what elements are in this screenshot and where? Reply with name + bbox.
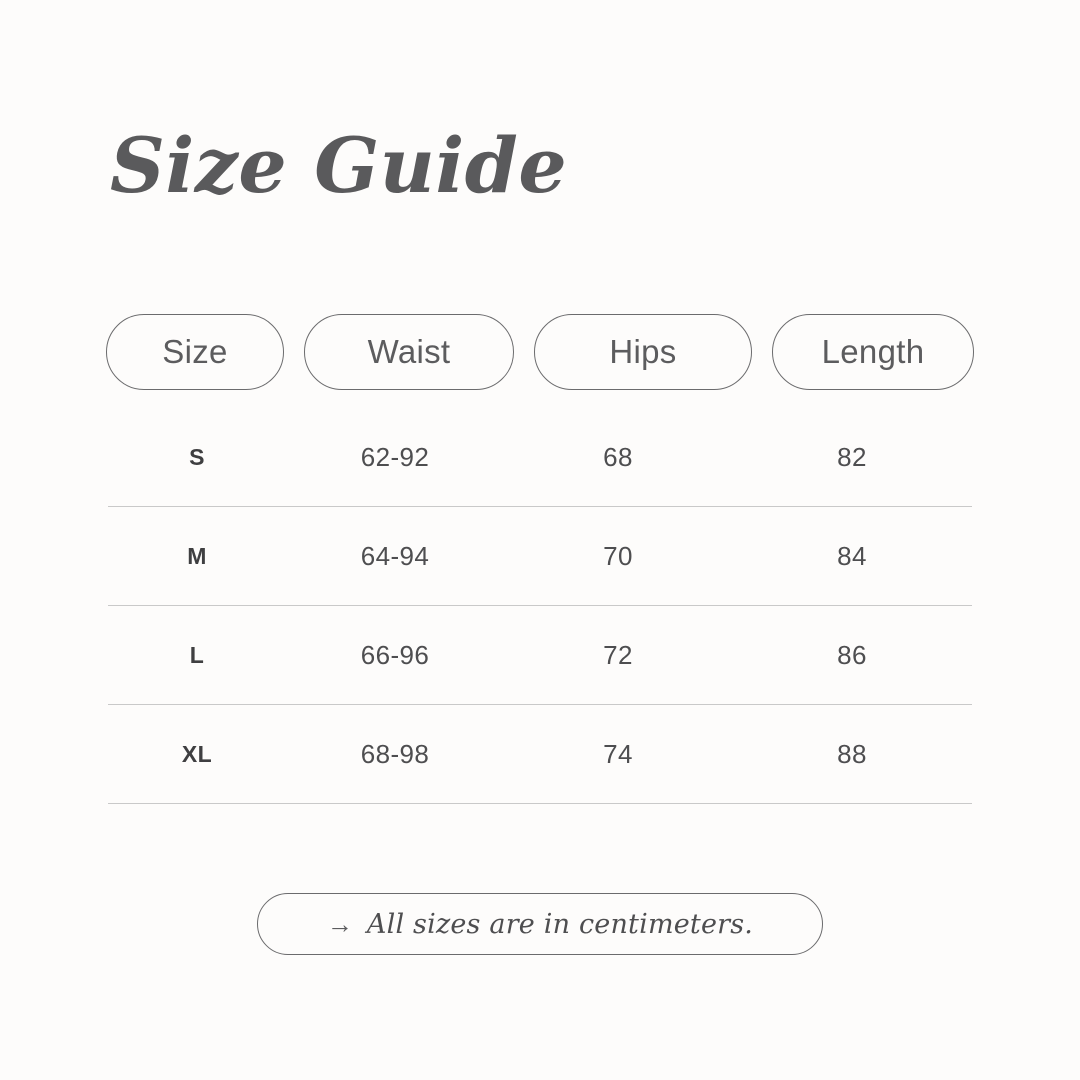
cell-waist: 66-96 [360,639,430,670]
column-header-size-label: Size [162,333,228,370]
table-row [108,606,972,705]
column-header-hips-label: Hips [609,333,677,370]
cell-waist: 62-92 [360,441,430,472]
column-header-hips [534,314,752,390]
cell-hips: 68 [603,441,633,472]
arrow-right-icon: → [326,909,353,939]
cell-size: XL [181,740,213,767]
cell-hips: 70 [603,540,633,571]
cell-size: S [189,443,205,470]
cell-hips: 74 [603,738,633,769]
cell-length: 86 [837,639,867,670]
column-header-length-label: Length [821,333,925,370]
cell-length: 88 [837,738,867,769]
column-header-waist [304,314,514,390]
cell-length: 84 [837,540,867,571]
table-header-row [106,314,974,390]
cell-hips: 72 [603,639,633,670]
footnote-text: All sizes are in centimeters. [366,908,754,940]
page-title: Size Guide [110,121,568,210]
table-row [108,408,972,507]
footnote-badge [257,893,823,955]
cell-waist: 64-94 [360,540,430,571]
cell-size: L [189,641,205,668]
table-row [108,705,972,804]
column-header-waist-label: Waist [367,333,451,370]
column-header-size [106,314,284,390]
column-header-length [772,314,974,390]
cell-waist: 68-98 [360,738,430,769]
size-table [108,408,972,804]
cell-size: M [187,542,207,569]
cell-length: 82 [837,441,867,472]
table-row [108,507,972,606]
